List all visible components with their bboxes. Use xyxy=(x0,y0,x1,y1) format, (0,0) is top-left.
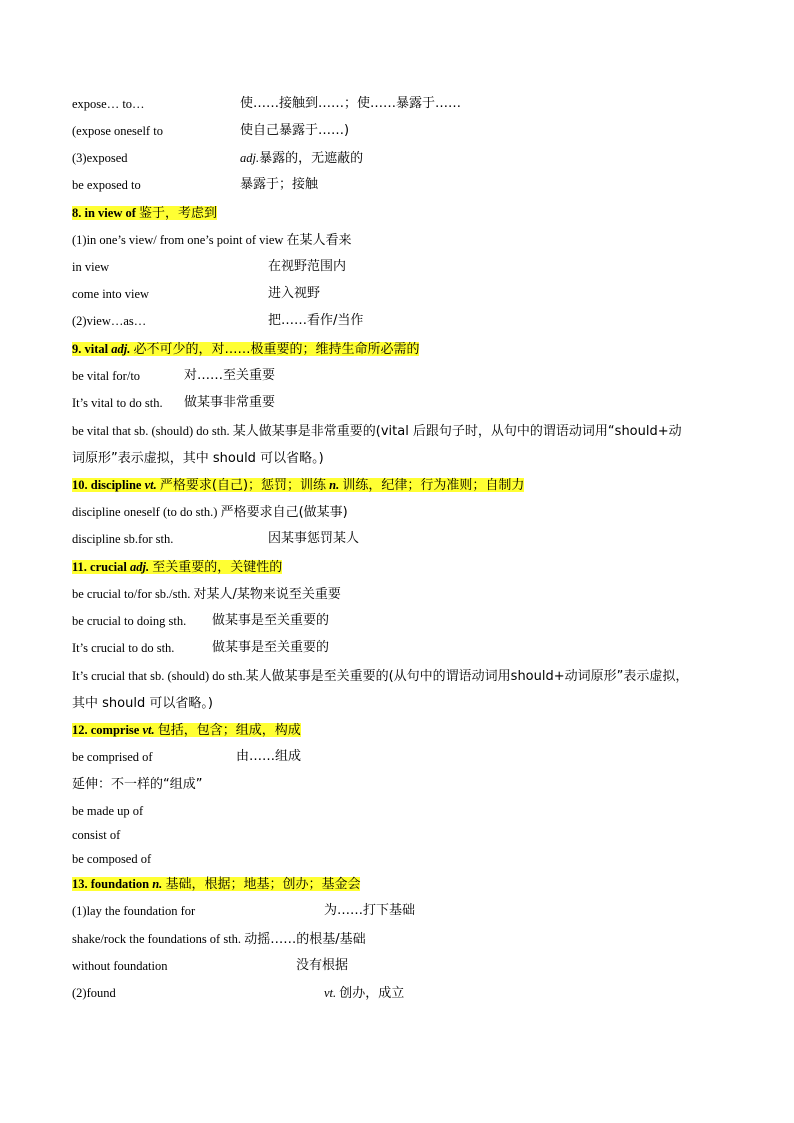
chinese-meaning: 把……看作/当作 xyxy=(268,313,364,328)
chinese-meaning: 使自己暴露于……) xyxy=(240,123,350,138)
english-phrase: It’s vital to do sth. xyxy=(72,396,163,410)
heading-foundation xyxy=(72,874,360,895)
english-phrase: It’s crucial to do sth. xyxy=(72,641,175,655)
entry-line-continued xyxy=(72,448,324,469)
entry-line xyxy=(72,584,341,605)
heading-term: 9. vital xyxy=(72,342,109,356)
english-phrase: be vital for/to xyxy=(72,369,141,383)
chinese-meaning: 其中 should 可以省略。) xyxy=(72,696,213,711)
english-phrase: (2)found xyxy=(72,986,116,1000)
english-phrase: be crucial to/for sb./sth. xyxy=(72,587,191,601)
entry-line xyxy=(72,311,364,331)
heading-meaning: 至关重要的，关键性的 xyxy=(152,560,283,575)
english-phrase: be vital that sb. (should) do sth. xyxy=(72,424,230,438)
english-phrase: It’s crucial that sb. (should) do sth. xyxy=(72,669,246,683)
part-of-speech: adj. xyxy=(129,560,150,574)
entry-line-continued xyxy=(72,693,213,714)
heading-term: 10. discipline xyxy=(72,478,142,492)
entry-line xyxy=(72,747,302,767)
entry-line xyxy=(72,366,276,386)
heading-term: 12. comprise xyxy=(72,723,140,737)
english-phrase: shake/rock the foundations of sth. xyxy=(72,932,242,946)
entry-line xyxy=(72,929,366,950)
entry-line-long xyxy=(72,421,682,442)
chinese-meaning: 某人做某事是非常重要的(vital 后跟句子时，从句中的谓语动词用“should+动 xyxy=(232,424,682,439)
heading-term: 8. in view of xyxy=(72,206,136,220)
part-of-speech: adj. xyxy=(111,342,131,356)
chinese-meaning: 为……打下基础 xyxy=(324,903,416,918)
heading-discipline xyxy=(72,475,524,496)
heading-term: 11. crucial xyxy=(72,560,127,574)
part-of-speech: vt. xyxy=(324,986,337,1000)
english-phrase: (3)exposed xyxy=(72,151,128,165)
english-phrase: in view xyxy=(72,260,110,274)
chinese-meaning: 没有根据 xyxy=(296,958,349,973)
entry-line xyxy=(72,121,350,141)
heading-meaning: 鉴于，考虑到 xyxy=(139,206,218,221)
extension-note: 延伸：不一样的“组成” xyxy=(72,777,203,792)
entry-line xyxy=(72,529,360,549)
part-of-speech: vt. xyxy=(144,478,157,492)
chinese-meaning: 使……接触到……；使……暴露于…… xyxy=(240,96,462,111)
entry-line xyxy=(72,983,405,1003)
list-item: consist of xyxy=(72,828,121,842)
chinese-meaning: vt. 创办，成立 xyxy=(324,986,405,1001)
english-phrase: expose… to… xyxy=(72,97,145,111)
entry-line xyxy=(72,148,364,168)
english-phrase: discipline sb.for sth. xyxy=(72,532,174,546)
chinese-meaning: 在某人看来 xyxy=(286,233,352,248)
chinese-meaning: 动摇……的根基/基础 xyxy=(244,932,366,947)
entry-line xyxy=(72,956,349,976)
chinese-meaning: 由……组成 xyxy=(236,749,302,764)
heading-vital xyxy=(72,339,419,360)
entry-line xyxy=(72,94,462,114)
chinese-meaning: 严格要求自己(做某事) xyxy=(220,505,348,520)
entry-line xyxy=(72,230,352,251)
entry-line xyxy=(72,611,330,631)
chinese-meaning: 在视野范围内 xyxy=(268,259,347,274)
chinese-meaning: 词原形”表示虚拟，其中 should 可以省略。) xyxy=(72,451,324,466)
english-phrase: come into view xyxy=(72,287,150,301)
part-of-speech: n. xyxy=(152,877,163,891)
entry-line xyxy=(72,257,347,277)
heading-comprise xyxy=(72,720,301,741)
english-phrase: (2)view…as… xyxy=(72,314,147,328)
english-phrase: (1)lay the foundation for xyxy=(72,904,196,918)
heading-meaning: 包括，包含；组成，构成 xyxy=(157,723,301,738)
heading-meaning: 必不可少的，对……极重要的；维持生命所必需的 xyxy=(133,342,420,357)
heading-crucial xyxy=(72,557,282,578)
heading-meaning: 训练，纪律；行为准则；自制力 xyxy=(342,478,525,493)
list-item: be composed of xyxy=(72,852,152,866)
heading-in-view-of xyxy=(72,203,217,224)
chinese-meaning: 对某人/某物来说至关重要 xyxy=(193,587,341,602)
english-phrase: discipline oneself (to do sth.) xyxy=(72,505,218,519)
english-phrase: be comprised of xyxy=(72,750,153,764)
entry-line xyxy=(72,284,321,304)
chinese-meaning: adj.暴露的，无遮蔽的 xyxy=(240,151,364,166)
part-of-speech: adj. xyxy=(240,151,260,165)
entry-line-long xyxy=(72,666,688,687)
entry-line xyxy=(72,393,276,413)
english-phrase: (expose oneself to xyxy=(72,124,163,138)
heading-term: 13. foundation xyxy=(72,877,150,891)
chinese-meaning: 做某事非常重要 xyxy=(184,395,276,410)
entry-line xyxy=(72,175,319,195)
chinese-meaning: 因某事惩罚某人 xyxy=(268,531,360,546)
chinese-meaning: 做某事是至关重要的 xyxy=(212,613,330,628)
english-phrase: (1)in one’s view/ from one’s point of view xyxy=(72,233,284,247)
chinese-meaning: 某人做某事是至关重要的(从句中的谓语动词用should+动词原形”表示虚拟， xyxy=(245,669,689,684)
heading-meaning: 严格要求(自己)；惩罚；训练 xyxy=(159,478,327,493)
entry-line xyxy=(72,502,348,523)
chinese-meaning: 进入视野 xyxy=(268,286,321,301)
english-phrase: without foundation xyxy=(72,959,168,973)
chinese-meaning: 对……至关重要 xyxy=(184,368,276,383)
entry-line xyxy=(72,638,330,658)
chinese-meaning: 暴露于；接触 xyxy=(240,177,319,192)
english-phrase: be crucial to doing sth. xyxy=(72,614,187,628)
chinese-meaning: 做某事是至关重要的 xyxy=(212,640,330,655)
part-of-speech: vt. xyxy=(142,723,155,737)
heading-meaning: 基础，根据；地基；创办；基金会 xyxy=(165,877,361,892)
part-of-speech: n. xyxy=(329,478,340,492)
entry-line xyxy=(72,901,416,921)
english-phrase: be exposed to xyxy=(72,178,141,192)
list-item: be made up of xyxy=(72,804,144,818)
